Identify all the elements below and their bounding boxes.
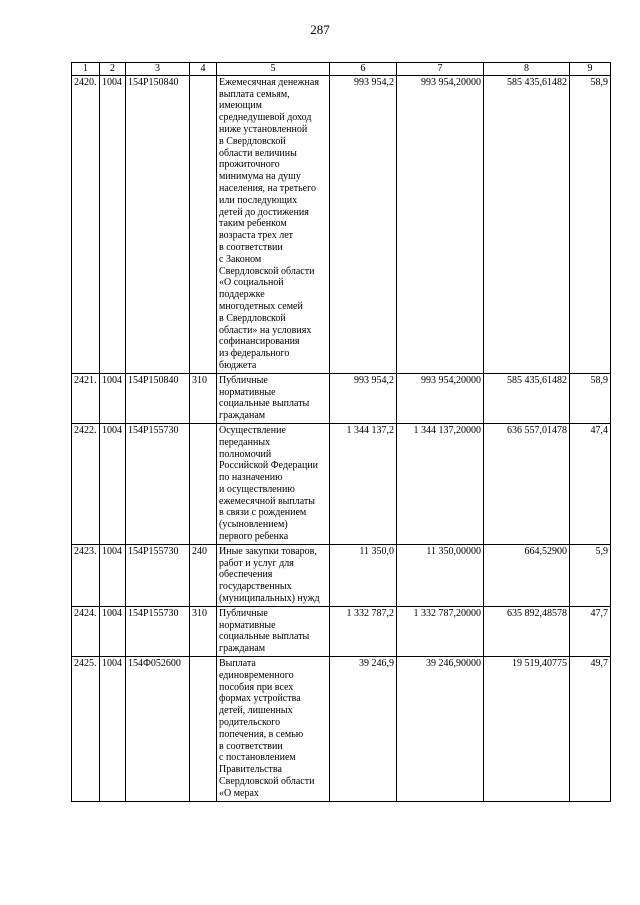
item-name-line: Российской Федерации <box>219 460 319 472</box>
item-name-line: единовременного <box>219 669 294 681</box>
item-name-line: в Свердловской <box>219 135 286 147</box>
execution-percent: 49,7 <box>570 657 611 802</box>
planned-amount: 993 954,2 <box>330 373 397 423</box>
item-name-line: переданных <box>219 436 271 448</box>
item-name <box>217 606 330 656</box>
table-row <box>72 657 611 802</box>
header-col-8: 8 <box>484 63 570 76</box>
expense-type-code: 240 <box>190 544 217 606</box>
table-row <box>72 606 611 656</box>
table-row <box>72 423 611 544</box>
item-name <box>217 544 330 606</box>
header-col-2: 2 <box>100 63 126 76</box>
item-name-line: социальные выплаты <box>219 398 310 410</box>
item-name-line: гражданам <box>219 643 266 655</box>
item-name-line: Иные закупки товаров, <box>219 545 317 557</box>
item-name-line: в связи с рождением <box>219 507 307 519</box>
section-code: 1004 <box>100 544 126 606</box>
execution-percent: 5,9 <box>570 544 611 606</box>
target-article-code: 154P155730 <box>126 423 190 544</box>
item-name-line: Публичные <box>219 607 268 619</box>
item-name-line: (муниципальных) нужд <box>219 593 320 605</box>
row-number: 2421. <box>72 373 100 423</box>
target-article-code: 154P150840 <box>126 75 190 373</box>
item-name <box>217 373 330 423</box>
item-name-line: многодетных семей <box>219 300 303 312</box>
header-col-1: 1 <box>72 63 100 76</box>
execution-percent: 47,7 <box>570 606 611 656</box>
planned-amount: 993 954,2 <box>330 75 397 373</box>
item-name-line: Правительства <box>219 764 282 776</box>
item-name-line: или последующих <box>219 194 298 206</box>
planned-amount: 11 350,0 <box>330 544 397 606</box>
header-col-6: 6 <box>330 63 397 76</box>
header-row <box>72 63 611 76</box>
item-name-line: в соответствии <box>219 740 283 752</box>
item-name-line: нормативные <box>219 386 276 398</box>
item-name-line: области» на условиях <box>219 324 312 336</box>
planned-amount: 1 344 137,2 <box>330 423 397 544</box>
row-number: 2424. <box>72 606 100 656</box>
item-name-line: возраста трех лет <box>219 230 294 242</box>
approved-amount: 1 344 137,20000 <box>397 423 484 544</box>
item-name-line: Публичные <box>219 374 268 386</box>
expense-type-code <box>190 75 217 373</box>
executed-amount: 585 435,61482 <box>484 75 570 373</box>
item-name-line: Осуществление <box>219 424 286 436</box>
item-name-line: населения, на третьего <box>219 182 316 194</box>
execution-percent: 47,4 <box>570 423 611 544</box>
section-code: 1004 <box>100 423 126 544</box>
section-code: 1004 <box>100 75 126 373</box>
header-col-4: 4 <box>190 63 217 76</box>
item-name-line: Свердловской области <box>219 265 315 277</box>
item-name-line: таким ребенком <box>219 218 287 230</box>
item-name-line: ниже установленной <box>219 123 308 135</box>
item-name-line: (усыновлением) <box>219 519 288 531</box>
item-name-line: ежемесячной выплаты <box>219 495 315 507</box>
item-name-line: «О социальной <box>219 277 284 289</box>
item-name-line: в соответствии <box>219 241 283 253</box>
executed-amount: 664,52900 <box>484 544 570 606</box>
item-name-line: с Законом <box>219 253 262 265</box>
item-name-line: области величины <box>219 147 297 159</box>
item-name-line: в Свердловской <box>219 312 286 324</box>
header-col-5: 5 <box>217 63 330 76</box>
expense-type-code: 310 <box>190 373 217 423</box>
item-name-line: попечения, в семью <box>219 728 304 740</box>
item-name-line: обеспечения <box>219 569 273 581</box>
planned-amount: 1 332 787,2 <box>330 606 397 656</box>
target-article-code: 154P150840 <box>126 373 190 423</box>
item-name-line: государственных <box>219 581 292 593</box>
row-number: 2425. <box>72 657 100 802</box>
item-name-line: «О мерах <box>219 787 259 799</box>
approved-amount: 11 350,00000 <box>397 544 484 606</box>
approved-amount: 993 954,20000 <box>397 373 484 423</box>
expense-type-code <box>190 657 217 802</box>
target-article-code: 154P155730 <box>126 606 190 656</box>
item-name-line: софинансирования <box>219 336 300 348</box>
section-code: 1004 <box>100 657 126 802</box>
item-name-line: нормативные <box>219 619 276 631</box>
executed-amount: 585 435,61482 <box>484 373 570 423</box>
table-row <box>72 373 611 423</box>
item-name-line: по назначению <box>219 472 283 484</box>
item-name-line: гражданам <box>219 410 266 422</box>
section-code: 1004 <box>100 606 126 656</box>
approved-amount: 1 332 787,20000 <box>397 606 484 656</box>
item-name-line: с постановлением <box>219 752 296 764</box>
executed-amount: 636 557,01478 <box>484 423 570 544</box>
item-name-line: бюджета <box>219 359 257 371</box>
row-number: 2423. <box>72 544 100 606</box>
item-name-line: из федерального <box>219 348 290 360</box>
item-name-line: Свердловской области <box>219 776 315 788</box>
target-article-code: 154P155730 <box>126 544 190 606</box>
item-name-line: выплата семьям, <box>219 88 290 100</box>
executed-amount: 635 892,48578 <box>484 606 570 656</box>
item-name-line: среднедушевой доход <box>219 112 312 124</box>
item-name-line: полномочий <box>219 448 272 460</box>
item-name <box>217 657 330 802</box>
table-row <box>72 75 611 373</box>
item-name-line: детей, лишенных <box>219 705 293 717</box>
target-article-code: 154Ф052600 <box>126 657 190 802</box>
item-name-line: пособия при всех <box>219 681 294 693</box>
row-number: 2422. <box>72 423 100 544</box>
item-name-line: родительского <box>219 717 281 729</box>
item-name-line: Выплата <box>219 658 256 670</box>
header-col-9: 9 <box>570 63 611 76</box>
item-name <box>217 75 330 373</box>
executed-amount: 19 519,40775 <box>484 657 570 802</box>
execution-percent: 58,9 <box>570 75 611 373</box>
item-name-line: поддержке <box>219 289 265 301</box>
approved-amount: 993 954,20000 <box>397 75 484 373</box>
item-name-line: формах устройства <box>219 693 301 705</box>
expense-type-code <box>190 423 217 544</box>
item-name-line: минимума на душу <box>219 171 301 183</box>
execution-percent: 58,9 <box>570 373 611 423</box>
approved-amount: 39 246,90000 <box>397 657 484 802</box>
item-name-line: и осуществлению <box>219 483 295 495</box>
budget-table <box>71 62 611 802</box>
item-name <box>217 423 330 544</box>
planned-amount: 39 246,9 <box>330 657 397 802</box>
item-name-line: Ежемесячная денежная <box>219 76 319 88</box>
item-name-line: социальные выплаты <box>219 631 310 643</box>
section-code: 1004 <box>100 373 126 423</box>
item-name-line: имеющим <box>219 100 262 112</box>
item-name-line: первого ребенка <box>219 531 289 543</box>
header-col-3: 3 <box>126 63 190 76</box>
item-name-line: прожиточного <box>219 159 280 171</box>
header-col-7: 7 <box>397 63 484 76</box>
table-row <box>72 544 611 606</box>
item-name-line: детей до достижения <box>219 206 309 218</box>
expense-type-code: 310 <box>190 606 217 656</box>
row-number: 2420. <box>72 75 100 373</box>
page-number: 287 <box>310 22 330 37</box>
item-name-line: работ и услуг для <box>219 557 294 569</box>
